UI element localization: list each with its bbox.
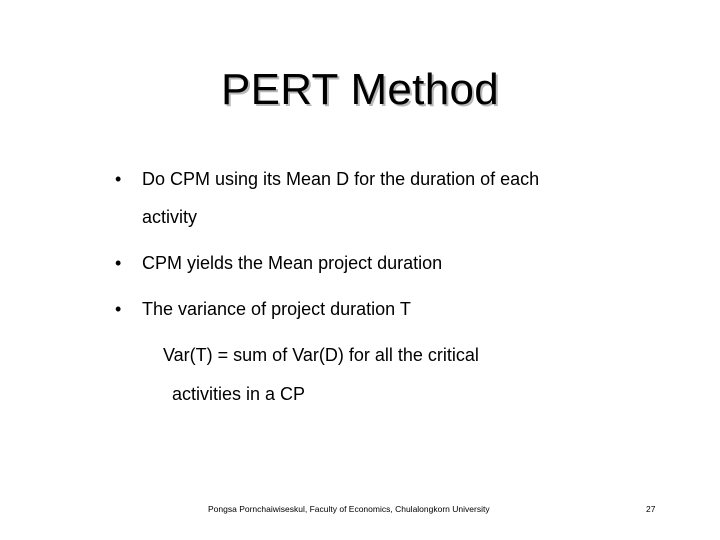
formula-line: activities in a CP	[172, 384, 306, 404]
bullet-marker: •	[115, 253, 122, 273]
bullet-item	[115, 244, 675, 282]
formula-line: Var(T) = sum of Var(D) for all the critical	[163, 345, 479, 365]
bullet-marker: •	[115, 299, 122, 319]
page-number: 27	[646, 504, 656, 514]
bullet-item	[115, 290, 675, 328]
bullet-text-line: activity	[142, 207, 198, 227]
bullet-item	[115, 160, 675, 236]
bullet-text-line: Do CPM using its Mean D for the duration of each	[142, 169, 540, 189]
bullet-text-line: CPM yields the Mean project duration	[142, 253, 443, 273]
slide-title: PERT Method	[220, 65, 500, 114]
bullet-text-line: The variance of project duration T	[142, 299, 411, 319]
footer-credit: Pongsa Pornchaiwiseskul, Faculty of Economics, Chulalongkorn University	[208, 504, 490, 514]
bullet-marker: •	[115, 169, 122, 189]
